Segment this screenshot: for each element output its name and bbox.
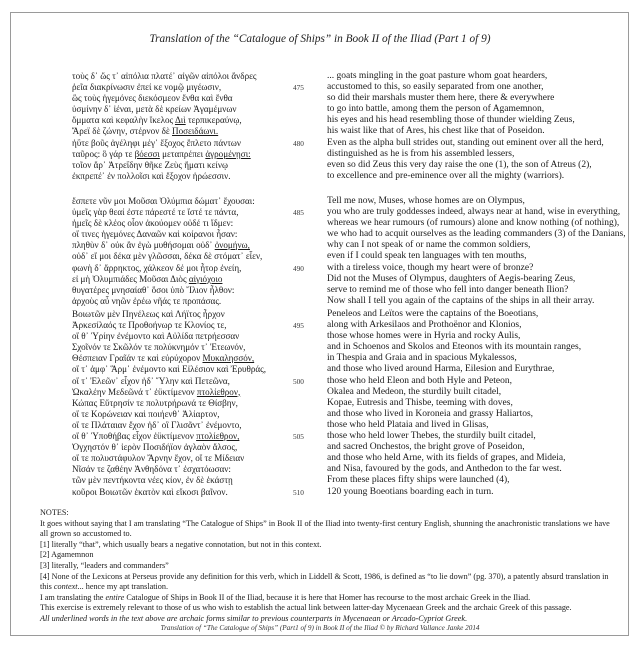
note-3: [3] literally, “leaders and commanders” [40, 560, 169, 570]
english-line: Even as the alpha bull strides out, standing out eminent over all the herd, [327, 137, 604, 148]
line-number [293, 387, 323, 398]
greek-line: Θέσπειαν Γραῖάν τε καὶ εὐρύχορον Μυκαλησσόν, [72, 353, 255, 364]
line-number [293, 93, 323, 104]
greek-line: οἵ θ᾽ Ὑποθήβας εἶχον ἐϋκτίμενον πτολίεθρον, [72, 431, 240, 442]
greek-line: οἵ τ᾽ ἀμφ᾽ Ἅρμ᾽ ἐνέμοντο καὶ Εἰλέσιον καὶ Ἐρυθράς, [72, 364, 267, 375]
greek-stanza-2 [72, 196, 322, 307]
note-entire-italic: entire [105, 592, 125, 602]
note-underlined [40, 614, 610, 625]
greek-line: ἐκπρεπέ᾽ ἐν πολλοῖσι καὶ ἔξοχον ἡρώεσσιν. [72, 170, 231, 181]
greek-line: ἡμεῖς δὲ κλέος οἶον ἀκούομεν οὐδέ τι ἴδμεν: [72, 218, 234, 229]
note-underlined-italic: All underlined words in the text above are archaic forms similar to previous counterparts in Mycenaean or Arcado-Cypriot Greek. [40, 613, 468, 623]
english-line: his eyes and his head resembling those of thunder wielding Zeus, [327, 115, 575, 126]
line-number [293, 285, 323, 296]
greek-line: τῶν μὲν πεντήκοντα νέες κίον, ἐν δὲ ἑκάστῃ [72, 475, 233, 486]
greek-line: ταῦρος: ὃ γάρ τε βόεσσι μεταπρέπει ἀγρομένῃσι: [72, 148, 251, 159]
line-number: 475 [293, 83, 304, 93]
english-line: those who held Plataia and lived in Glisas, [327, 419, 489, 430]
english-stanza-2 [327, 196, 627, 307]
english-line: Tell me now, Muses, whose homes are on Olympus, [327, 196, 525, 206]
notes-section [40, 508, 610, 625]
english-line: his waist like that of Ares, his chest like that of Poseidon. [327, 126, 545, 137]
note-4-text-a: [4] None of the Lexicons at Perseus provide any definition for this verb, which in Liddell & Scott, 1986, is defined as “to lie down” (pg. 370), a patently absurd translation in this [40, 571, 609, 592]
greek-line: Νῖσάν τε ζαθέην Ἀνθηδόνα τ᾽ ἐσχατόωσαν: [72, 464, 231, 475]
english-line: From these places fifty ships were launched (4), [327, 475, 510, 486]
greek-line: οἵ τε πολυστάφυλον Ἄρνην ἔχον, οἵ τε Μίδειαν [72, 453, 245, 464]
english-line: with a tireless voice, though my heart were of bronze? [327, 262, 534, 273]
english-line: Now shall I tell you again of the captains of the ships in all their array. [327, 295, 595, 306]
greek-line: τοῖον ἄρ᾽ Ἀτρεΐδην θῆκε Ζεὺς ἤματι κείνῳ [72, 159, 228, 170]
note-4 [40, 572, 610, 593]
greek-line: φωνὴ δ᾽ ἄρρηκτος, χάλκεον δέ μοι ἦτορ ἐνείη, [72, 262, 242, 273]
note-entire-a: I am translating the [40, 592, 106, 602]
archaic-word: πτολίεθρον, [196, 431, 240, 442]
english-line: to go into battle, among them the person of Agamemnon, [327, 104, 545, 115]
line-numbers-1 [293, 71, 323, 182]
english-line: Okalea and Medeon, the sturdily built citadel, [327, 386, 502, 397]
line-number [293, 149, 323, 160]
english-line: and in Schoenos and Skolos and Eteonos with its mountain ranges, [327, 342, 582, 353]
line-number [293, 409, 323, 420]
greek-line: οἵ τ᾽ Ἐλεῶν᾽ εἶχον ἠδ᾽ Ὕλην καὶ Πετεῶνα, [72, 375, 230, 386]
line-number [293, 240, 323, 251]
english-line: those who held Eleon and both Hyle and Peteon, [327, 375, 512, 386]
notes-intro: It goes without saying that I am translating “The Catalogue of Ships” in Book II of the Iliad into twenty-first century English, shunning the anachronistic translations we have all grown so accustomed to. [40, 518, 610, 539]
english-line: those whose homes were in Hyria and rocky Aulis, [327, 331, 521, 342]
line-number [293, 104, 323, 115]
note-1: [1] literally “that”, which usually bears a negative connotation, but not in this context. [40, 539, 322, 549]
line-number [293, 398, 323, 409]
archaic-word: ἀγρομένῃσι: [205, 148, 251, 159]
greek-line: θυγατέρες μνησαίαθ᾽ ὅσοι ὑπὸ Ἴλιον ἦλθον: [72, 284, 235, 295]
greek-line: ὣς τοὺς ἡγεμόνες διεκόσμεον ἔνθα καὶ ἔνθα [72, 93, 233, 104]
line-number [293, 309, 323, 320]
english-line: those who held lower Thebes, the sturdily built citadel, [327, 431, 536, 442]
english-line: along with Arkesilaos and Prothoënor and Klonios, [327, 320, 522, 331]
english-line: and sacred Onchestos, the bright grove of Poseidon, [327, 442, 525, 453]
greek-line: Σχοῖνόν τε Σκῶλόν τε πολύκνημόν τ᾽ Ἐτεωνόν, [72, 342, 246, 353]
greek-line: οἵ τε Πλάταιαν ἔχον ἠδ᾽ οἳ Γλισᾶντ᾽ ἐνέμοντο, [72, 419, 242, 430]
line-number [293, 342, 323, 353]
greek-line: πληθὺν δ᾽ οὐκ ἂν ἐγὼ μυθήσομαι οὐδ᾽ ὀνομήνω, [72, 240, 250, 251]
page-title: Translation of the “Catalogue of Ships” in Book II of the Iliad (Part 1 of 9) [149, 33, 491, 45]
line-number: 505 [293, 432, 304, 442]
greek-line: ἠΰτε βοῦς ἀγέληφι μέγ᾽ ἔξοχος ἔπλετο πάντων [72, 137, 241, 148]
line-number: 490 [293, 263, 304, 273]
line-numbers-3 [293, 309, 323, 498]
english-line: and those who lived around Harma, Eilesion and Eurythrae, [327, 364, 555, 375]
line-number [293, 331, 323, 342]
note-2: [2] Agamemnon [40, 550, 94, 560]
line-number [293, 442, 323, 453]
greek-line: ἀρχοὺς αὖ νηῶν ἐρέω νῆάς τε προπάσας. [72, 295, 222, 306]
line-number [293, 171, 323, 182]
english-line: Peneleos and Leïtos were the captains of the Boeotians, [327, 309, 539, 319]
english-line: you who are truly goddesses indeed, always near at hand, wise in everything, [327, 207, 621, 218]
english-line: in Thespia and Graia and in spacious Mykalessos, [327, 353, 517, 364]
line-number [293, 453, 323, 464]
line-number [293, 229, 323, 240]
notes-heading: NOTES: [40, 508, 69, 517]
greek-line: κοῦροι Βοιωτῶν ἑκατὸν καὶ εἴκοσι βαῖνον. [72, 486, 228, 497]
line-numbers-2 [293, 196, 323, 307]
greek-line: ὑσμίνην δ᾽ ἰέναι, μετὰ δὲ κρείων Ἀγαμέμνων [72, 104, 237, 115]
english-line: accustomed to this, so easily separated from one another, [327, 82, 544, 93]
note-entire [40, 593, 610, 604]
line-number [293, 364, 323, 375]
archaic-word: πτολίεθρον, [196, 386, 241, 397]
line-number [293, 420, 323, 431]
english-line: and those who held Arne, with its fields of grapes, and Mideia, [327, 453, 566, 464]
english-line: and those who lived in Koroneia and grassy Haliartos, [327, 408, 534, 419]
line-number [293, 296, 323, 307]
archaic-word: ὀνομήνω, [214, 240, 250, 251]
line-number [293, 160, 323, 171]
greek-line: ἔσπετε νῦν μοι Μοῦσαι Ὀλύμπια δώματ᾽ ἔχουσαι: [72, 196, 255, 206]
greek-line: οἵ θ᾽ Ὑρίην ἐνέμοντο καὶ Αὐλίδα πετρήεσσαν [72, 331, 240, 342]
archaic-word: αἰγιόχοιο [188, 273, 223, 284]
greek-line: Βοιωτῶν μὲν Πηνέλεως καὶ Λήϊτος ἦρχον [72, 309, 225, 319]
note-entire-b: Catalogue of Ships in Book II of the Iliad, because it is here that Homer has recourse to the most archaic Greek in the Iliad. [124, 592, 531, 602]
english-line: even if I could speak ten languages with ten mouths, [327, 251, 527, 262]
footer-copyright: Translation of “The Catalogue of Ships” (Part1 of 9) in Book II of the Iliad © by Richard Vallance Janke 2014 [160, 624, 480, 632]
archaic-word: βόεσσι [134, 148, 160, 159]
greek-line: οἵ τινες ἡγεμόνες Δαναῶν καὶ κοίρανοι ἦσαν: [72, 229, 238, 240]
english-line: even so did Zeus this very day raise the one (1), the son of Atreus (2), [327, 159, 592, 170]
english-line: Did not the Muses of Olympus, daughters of Aegis-bearing Zeus, [327, 273, 576, 284]
line-number: 485 [293, 208, 304, 218]
line-number: 510 [293, 487, 304, 497]
note-4-italic: context [53, 582, 78, 592]
greek-line: ῥεῖα διακρίνωσιν ἐπεί κε νομῷ μιγέωσιν, [72, 82, 222, 93]
line-number: 500 [293, 376, 304, 386]
line-number [293, 475, 323, 486]
greek-line: ὑμεῖς γὰρ θεαί ἐστε πάρεστέ τε ἴστέ τε πάντα, [72, 207, 239, 218]
english-line: we who had to acquit ourselves as the leading commanders (3) of the Danians, [327, 229, 626, 240]
english-stanza-3 [327, 309, 627, 498]
greek-line: εἰ μὴ Ὀλυμπιάδες Μοῦσαι Διὸς αἰγιόχοιο [72, 273, 223, 284]
greek-stanza-1 [72, 71, 322, 182]
greek-line: Ὀγχηστόν θ᾽ ἱερὸν Ποσιδήϊον ἀγλαὸν ἄλσος, [72, 442, 238, 453]
greek-stanza-3 [72, 309, 322, 498]
line-number: 480 [293, 138, 304, 148]
english-stanza-1 [327, 71, 627, 182]
english-line: serve to remind me of those who fell into danger beneath Ilion? [327, 284, 569, 295]
line-number [293, 218, 323, 229]
english-line: and Nisa, favoured by the gods, and Anthedon to the far west. [327, 464, 562, 475]
english-line: to excellence and pre-eminence over all the mighty (warriors). [327, 170, 565, 181]
english-line: ... goats mingling in the goat pasture whom goat hearders, [327, 71, 548, 81]
english-line: whereas we hear rumours (of rumours) alone and know nothing (of nothing), [327, 218, 620, 229]
greek-line: τοὺς δ᾽ ὥς τ᾽ αἰπόλια πλατέ᾽ αἰγῶν αἰπόλοι ἄνδρες [72, 71, 257, 81]
line-number [293, 196, 323, 207]
english-line: Kopae, Eutresis and Thisbe, teeming with doves, [327, 397, 513, 408]
english-line: so did their marshals muster them here, there & everywhere [327, 93, 555, 104]
line-number [293, 115, 323, 126]
archaic-word: Ποσειδάωνι. [172, 126, 219, 137]
english-line: why can I not speak of or name the common soldiers, [327, 240, 531, 251]
line-number [293, 464, 323, 475]
line-number [293, 251, 323, 262]
archaic-word: Μυκαλησσόν, [202, 353, 255, 364]
greek-line: ὄμματα καὶ κεφαλὴν ἴκελος Διὶ τερπικεραύνῳ, [72, 115, 242, 126]
line-number [293, 126, 323, 137]
greek-line: Ἄρεϊ δὲ ζώνην, στέρνον δὲ Ποσειδάωνι. [72, 126, 219, 137]
line-number [293, 71, 323, 82]
note-exercise: This exercise is extremely relevant to those of us who wish to establish the actual link between latter-day Mycenaean Greek and the archaic Greek of this passage. [40, 603, 572, 613]
greek-line: οἵ τε Κορώνειαν καὶ ποιήενθ᾽ Ἁλίαρτον, [72, 408, 220, 419]
line-number: 495 [293, 321, 304, 331]
greek-line: Ἀρκεσίλαός τε Προθοήνωρ τε Κλονίος τε, [72, 320, 227, 331]
greek-line: Κώπας Εὔτρησίν τε πολυτρήρωνά τε Θίσβην, [72, 397, 238, 408]
note-4-text-b: ... hence my apt translation. [77, 582, 169, 592]
english-line: 120 young Boeotians boarding each in turn. [327, 486, 494, 497]
english-line: distinguished as he is from his assembled lessers, [327, 148, 515, 159]
line-number [293, 274, 323, 285]
line-number [293, 353, 323, 364]
archaic-word: Διὶ [174, 115, 186, 126]
greek-line: Ὠκαλέην Μεδεῶνά τ᾽ ἐϋκτίμενον πτολίεθρον, [72, 386, 241, 397]
greek-line: οὐδ᾽ εἴ μοι δέκα μὲν γλῶσσαι, δέκα δὲ στόματ᾽ εἶεν, [72, 251, 263, 262]
